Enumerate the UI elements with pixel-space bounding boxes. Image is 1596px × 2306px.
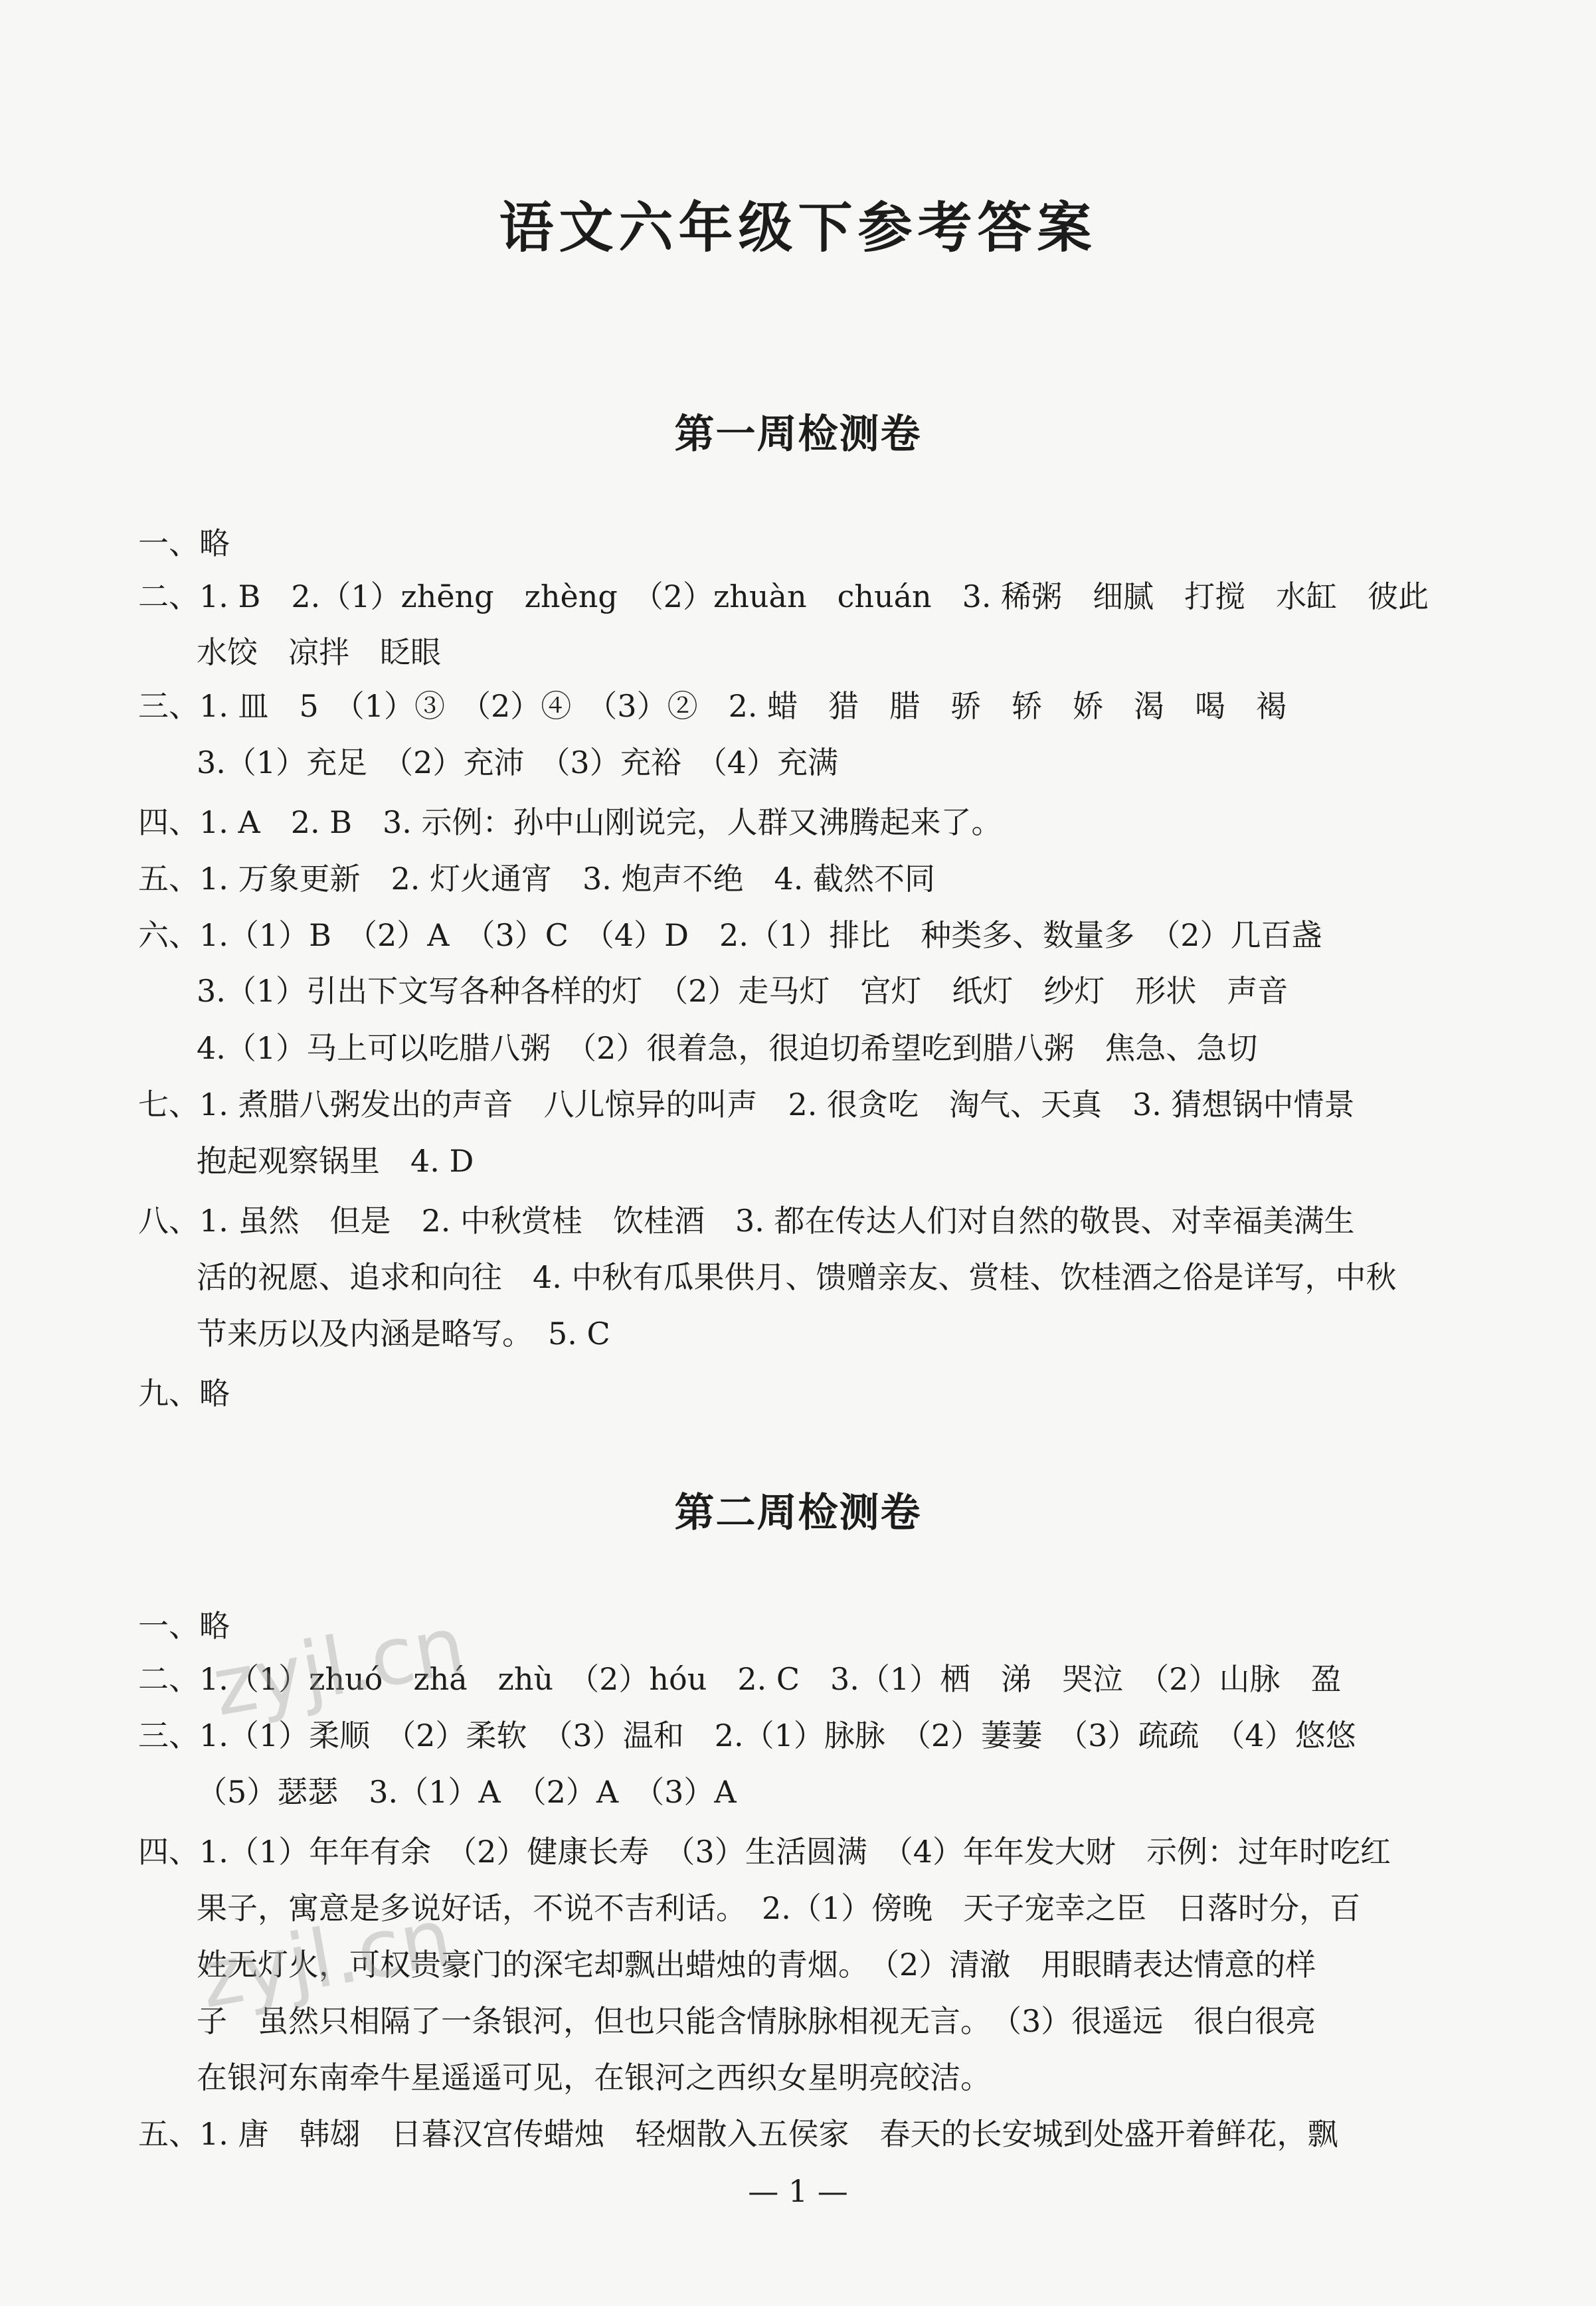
answer-line: 五、1. 万象更新 2. 灯火通宵 3. 炮声不绝 4. 截然不同 [138, 861, 936, 897]
section-heading-week1: 第一周检测卷 [674, 411, 922, 458]
answer-line: 二、1. B 2.（1）zhēng zhèng （2）zhuàn chuán 3. 稀粥 细腻 打搅 水缸 彼此 [138, 578, 1429, 614]
answer-line: 一、略 [138, 525, 230, 561]
answer-line: 四、1. A 2. B 3. 示例：孙中山刚说完，人群又沸腾起来了。 [138, 804, 1002, 840]
answer-line: 八、1. 虽然 但是 2. 中秋赏桂 饮桂酒 3. 都在传达人们对自然的敬畏、对幸福美满生 [138, 1203, 1355, 1239]
answer-line: 抱起观察锅里 4. D [197, 1143, 474, 1179]
answer-line: 子 虽然只相隔了一条银河，但也只能含情脉脉相视无言。 （3）很遥远 很白很亮 [197, 2003, 1316, 2039]
answer-line: 在银河东南牵牛星遥遥可见，在银河之西织女星明亮皎洁。 [197, 2060, 991, 2095]
answer-line: 九、略 [138, 1375, 230, 1411]
answer-line: 三、1.（1）柔顺 （2）柔软 （3）温和 2.（1）脉脉 （2）萋萋 （3）疏疏 （4）悠悠 [138, 1718, 1356, 1753]
answer-line: 五、1. 唐 韩翃 日暮汉宫传蜡烛 轻烟散入五侯家 春天的长安城到处盛开着鲜花，飘 [138, 2116, 1338, 2152]
answer-line: 姓无灯火，可权贵豪门的深宅却飘出蜡烛的青烟。 （2）清澈 用眼睛表达情意的样 [197, 1947, 1316, 1983]
answer-line: 四、1.（1）年年有余 （2）健康长寿 （3）生活圆满 （4）年年发大财 示例：过年时吃红 [138, 1834, 1391, 1870]
answer-line: 4.（1）马上可以吃腊八粥 （2）很着急，很迫切希望吃到腊八粥 焦急、急切 [197, 1030, 1258, 1066]
answer-line: 一、略 [138, 1608, 230, 1644]
answer-line: 六、1.（1）B （2）A （3）C （4）D 2.（1）排比 种类多、数量多 （2）几百盏 [138, 917, 1322, 953]
answer-line: 果子，寓意是多说好话，不说不吉利话。 2.（1）傍晚 天子宠幸之臣 日落时分，百 [197, 1890, 1361, 1926]
answer-line: 节来历以及内涵是略写。 5. C [197, 1316, 610, 1352]
section-heading-week2: 第二周检测卷 [674, 1490, 922, 1536]
answer-line: （5）瑟瑟 3.（1）A （2）A （3）A [197, 1774, 737, 1810]
answer-line: 三、1. 皿 5 （1）③ （2）④ （3）② 2. 蜡 猎 腊 骄 轿 娇 渴 喝 褐 [138, 688, 1287, 724]
answer-line: 水饺 凉拌 眨眼 [197, 634, 441, 670]
watermark: zyjl.cn [206, 1599, 472, 1735]
page-title: 语文六年级下参考答案 [499, 197, 1097, 260]
watermark: zyjl.cn [193, 1891, 459, 2027]
answer-line: 3.（1）充足 （2）充沛 （3）充裕 （4）充满 [197, 745, 838, 780]
page-number: — 1 — [748, 2173, 848, 2209]
answer-line: 二、1.（1）zhuó zhá zhù （2）hóu 2. C 3.（1）栖 涕 哭泣 （2）山脉 盈 [138, 1661, 1342, 1697]
answer-line: 七、1. 煮腊八粥发出的声音 八儿惊异的叫声 2. 很贪吃 淘气、天真 3. 猜想锅中情景 [138, 1087, 1355, 1122]
answer-line: 活的祝愿、追求和向往 4. 中秋有瓜果供月、馈赠亲友、赏桂、饮桂酒之俗是详写，中秋 [197, 1259, 1397, 1295]
answer-line: 3.（1）引出下文写各种各样的灯 （2）走马灯 宫灯 纸灯 纱灯 形状 声音 [197, 973, 1288, 1009]
